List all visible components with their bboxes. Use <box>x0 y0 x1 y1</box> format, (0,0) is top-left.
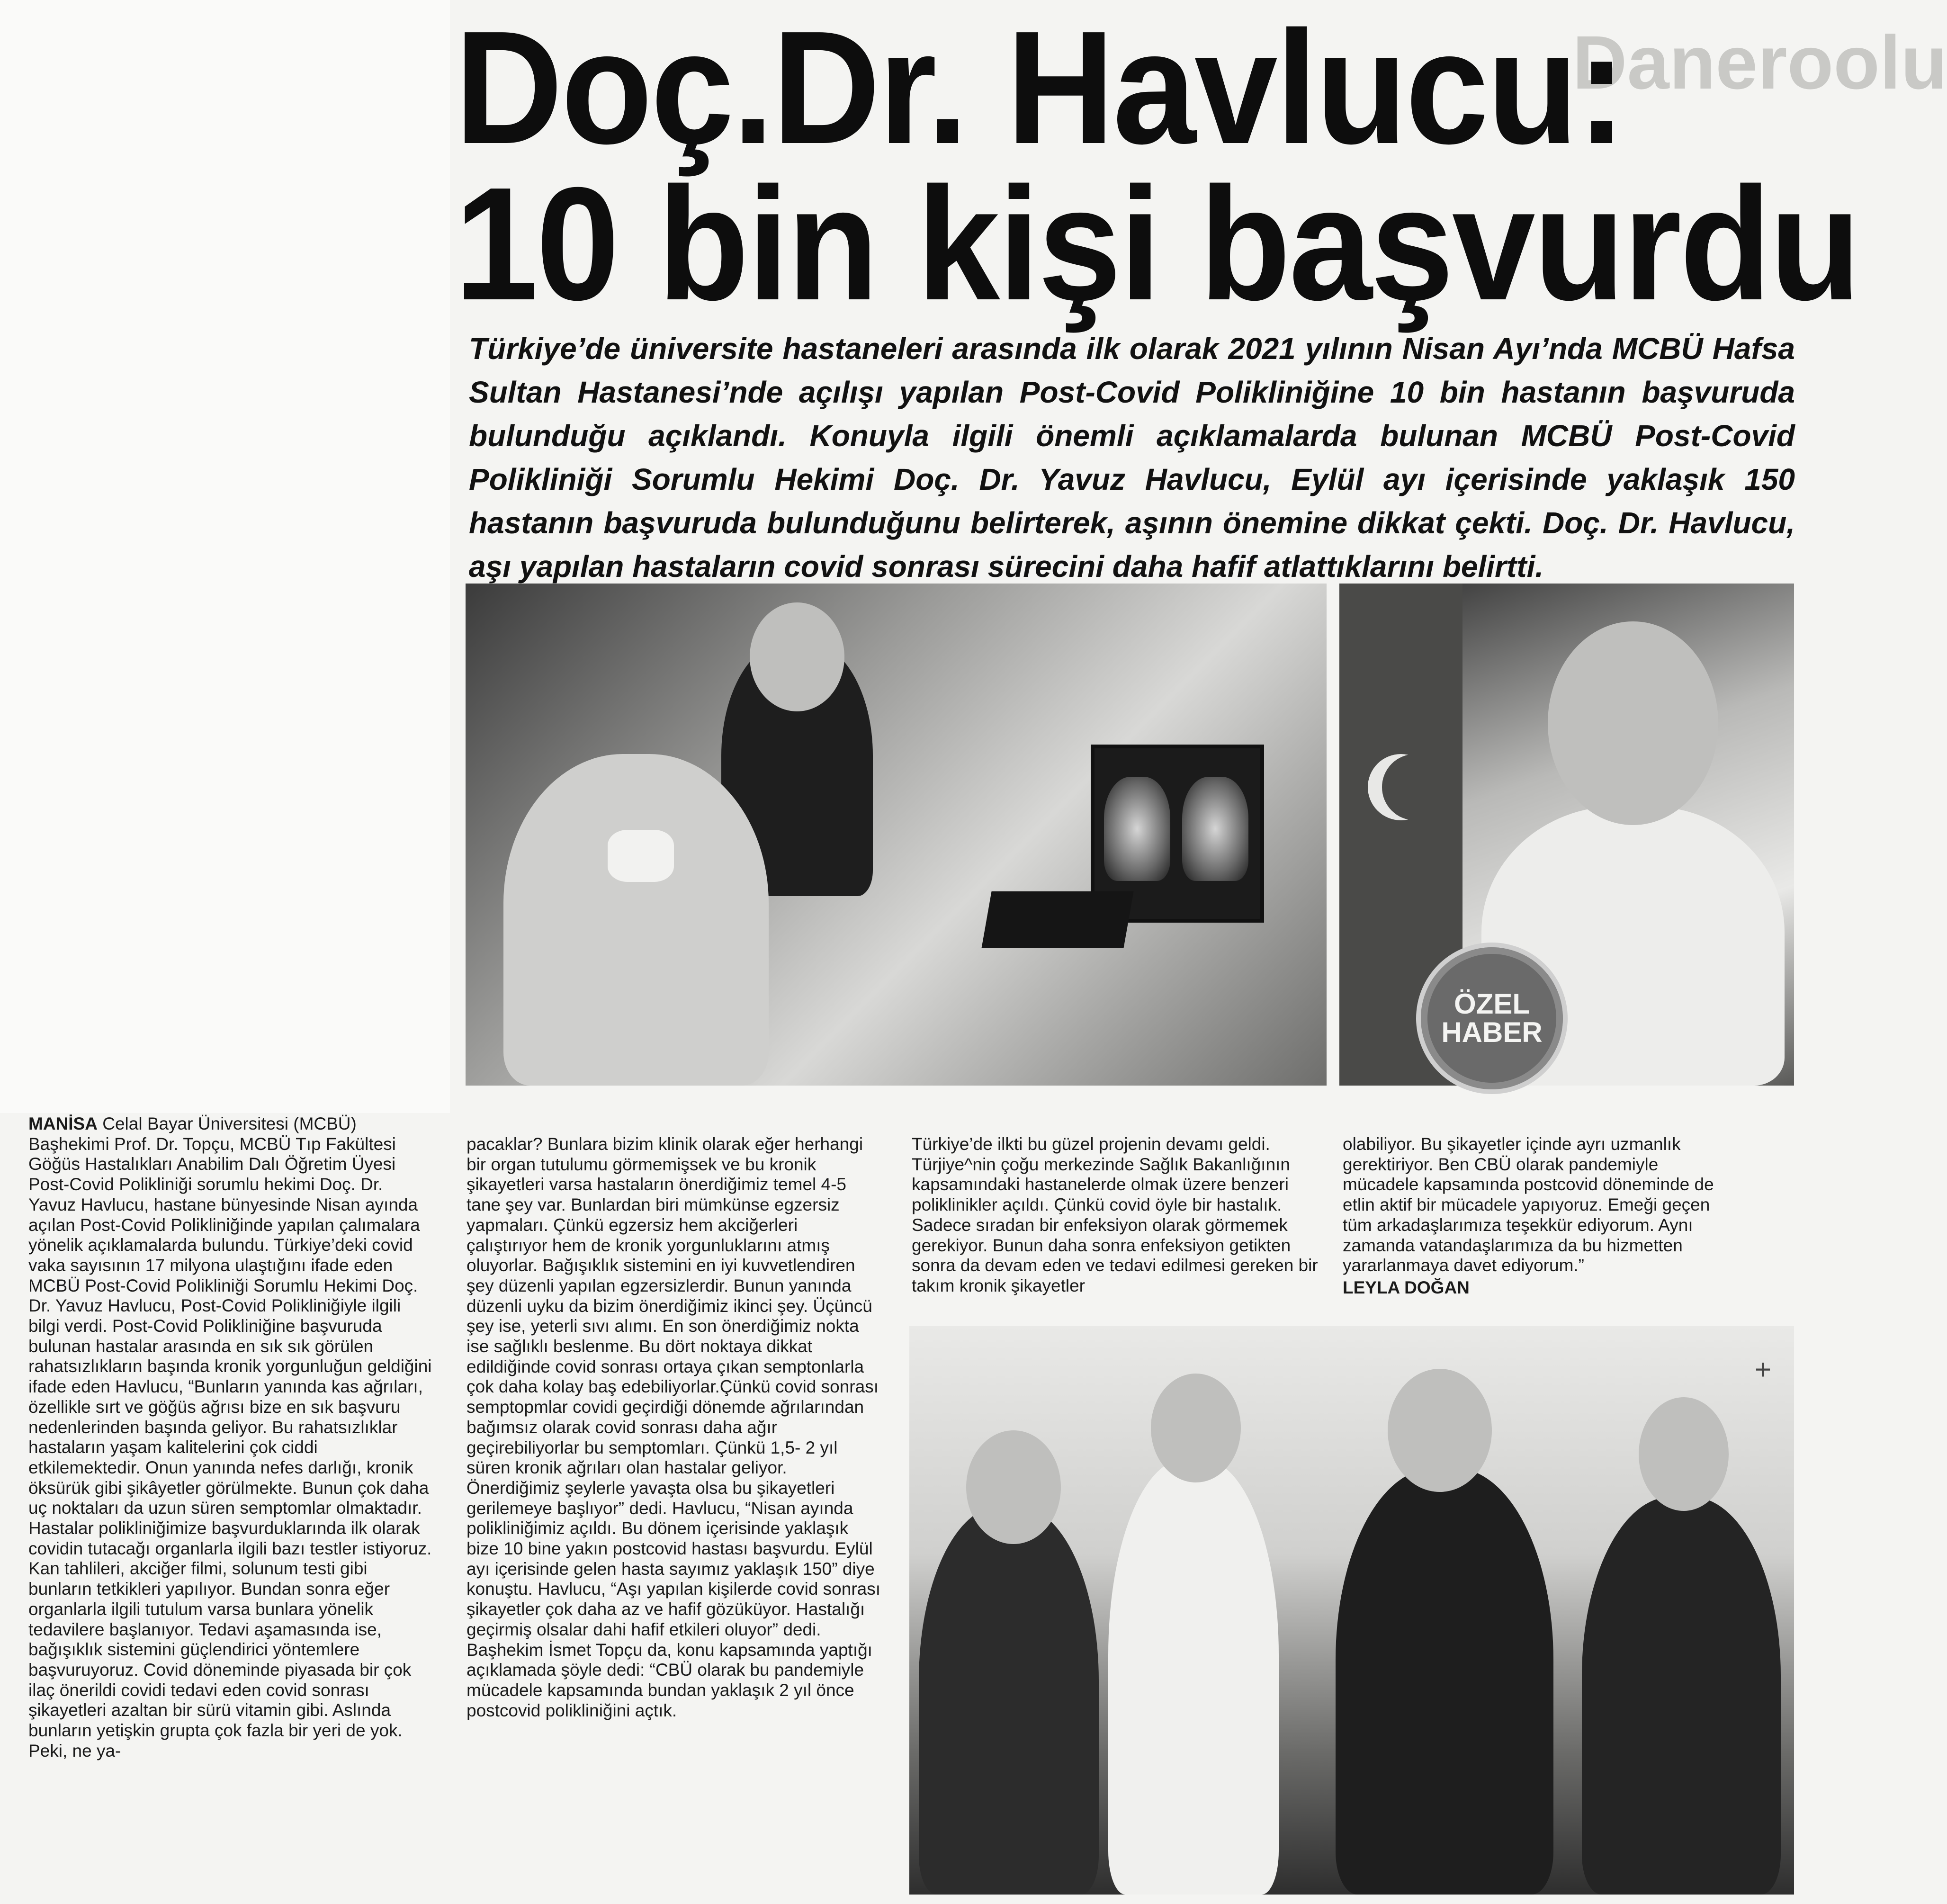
team-member-2 <box>1108 1459 1279 1895</box>
team-member-2-face <box>1151 1374 1241 1482</box>
flag-crescent <box>1368 754 1434 820</box>
column-1-text: Celal Bayar Üniversitesi (MCBÜ) Başhekimi Prof. Dr. Topçu, MCBÜ Tıp Fakültesi Göğüs Hastalıkları Anabilim Dalı Öğretim Üyesi Post-Covid Polikliniği sorumlu hekimi Doç. Dr. Yavuz Havlucu, hastane bünyesinde Nisan ayında açılan Post-Covid Polikliniğinde yapılan çalımalara yönelik açıklamalarda bulundu. Türkiye’deki covid vaka sayısının 17 milyona ulaştığını ifade eden MCBÜ Post-Covid Polikliniği Sorumlu Hekimi Doç. Dr. Yavuz Havlucu, Post-Covid Polikliniğiyle ilgili bilgi verdi. Post-Covid Polikliniğine başvuruda bulunan hastalar arasında en sık sık görülen rahatsızlıkların başında kronik yorgunluğun geldiğini ifade eden Havlucu, “Bunların yanında kas ağrıları, özellikle sırt ve göğüs ağrısı bize en sık başvuru nedenlerinden başında geliyor. Bu rahatsızlıklar hastaların yaşam kalitelerini çok ciddi etkilemektedir. Onun yanında nefes darlığı, kronik öksürük gibi şikâyetler görülmekte. Bunun çok daha uç noktaları da uzun süren semptomlar olmaktadır. Hastalar polikliniğimize başvurduklarında ilk olarak covidin tutacağı organlarla ilgili bazı testler istiyoruz. Kan tahlileri, akciğer filmi, solunum testi gibi bunların tetkikleri yapılıyor. Bundan sonra eğer organlarla ilgili tutulum varsa bunlara yönelik tedavilere başlanıyor. Tedavi aşamasında ise, bağışıklık sistemini güçlendirici yöntemlere başvuruyoruz. Covid döneminde piyasada bir çok ilaç önerildi covidi tedavi eden covid sonrası şikayetleri azaltan bir sürü vitamin gibi. Aslında bunların yetişkin grupta çok fazla bir yeri de yok. Peki, ne ya- <box>28 1114 432 1760</box>
byline: LEYLA DOĞAN <box>1343 1277 1470 1297</box>
left-blank-area <box>0 0 450 1113</box>
article-column-1 <box>28 1114 433 1761</box>
article-column-2 <box>467 1134 883 1721</box>
column-2-text: pacaklar? Bunlara bizim klinik olarak eğer herhangi bir organ tutulumu görmemişsek ve bu kronik şikayetleri varsa hastaların önerdiğimiz temel 4-5 tane şey var. Bunlardan biri mümkünse egzersiz yapmaları. Çünkü egzersiz hem akciğerleri çalıştırıyor hem de kronik yorgunluklarını atmış oluyorlar. Bağışıklık sistemini en iyi kuvvetlendiren şey düzenli yapılan egzersizlerdir. Bunun yanında düzenli uyku da bizim önerdiğimiz ikinci şey. Üçüncü şey ise, yeterli sıvı alımı. En son önerdiğimiz nokta ise sağlıklı beslenme. Bu dört noktaya dikkat edildiğinde covid sonrası ortaya çıkan semptonlarla çok daha kolay baş edebiliyorlar.Çünkü covid sonrası semptopmlar covidi geçirdiği dönemde ağrılarından bağımsız olarak covid sonrası daha ağır geçirebiliyorlar bu semptomları. Çünkü 1,5- 2 yıl süren kronik ağrıları olan hastalar geliyor. Önerdiğimiz şeylerle yavaşta olsa bu şikayetleri gerilemeye başlıyor” dedi. Havlucu, “Nisan ayında polikliniğimiz açıldı. Bu dönem içerisinde yaklaşık bize 10 bine yakın postcovid hastası başvurdu. Eylül ayı içerisinde gelen hasta sayımız yaklaşık 150” diye konuştu. Havlucu, “Aşı yapılan kişilerde covid sonrası şikayetler çok daha az ve hafif gözüküyor. Hastalığı geçirmiş olsalar dahi hafif etkileri oluyor” dedi. Başhekim İsmet Topçu da, konu kapsamında yaptığı açıklamada şöyle dedi: “CBÜ olarak bu pandemiyle mücadele kapsamında bundan yaklaşık 2 yıl önce postcovid polikliniğini açtık. <box>467 1134 881 1720</box>
doctor-face <box>750 602 844 711</box>
crop-mark: + <box>1755 1354 1772 1385</box>
team-member-4-face <box>1639 1397 1729 1511</box>
article-column-4 <box>1343 1134 1717 1298</box>
patient-figure <box>503 754 769 1086</box>
team-member-1 <box>919 1506 1099 1895</box>
lead-paragraph: Türkiye’de üniversite hastaneleri arasında ilk olarak 2021 yılının Nisan Ayı’nda MCBÜ Hafsa Sultan Hastanesi’nde açılışı yapılan Post-Covid Polikliniğine 10 bin hastanın başvuruda bulunduğu açıklandı. Konuyla ilgili önemli açıklamalarda bulunan MCBÜ Post-Covid Polikliniği Sorumlu Hekimi Doç. Dr. Yavuz Havlucu, Eylül ayı içerisinde yaklaşık 150 hastanın başvuruda bulunduğunu belirterek, aşının önemine dikkat çekti. Doç. Dr. Havlucu, aşı yapılan hastaların covid sonrası sürecini daha hafif atlattıklarını belirtti. <box>469 332 1795 584</box>
article-column-3 <box>912 1134 1324 1296</box>
team-member-3-face <box>1388 1369 1492 1492</box>
adjacent-article-ghost: Daneroolu <box>1572 20 1947 105</box>
column-3-text: Türkiye’de ilkti bu güzel projenin devamı geldi. Türjiye^nin çoğu merkezinde Sağlık Bakanlığının kapsamındaki hastanelerde olmak üzere benzeri poliklinikler açıldı. Çünkü covid öyle bir hastalık. Sadece sıradan bir enfeksiyon olarak görmemek gerekiyor. Bunun daha sonra enfeksiyon getikten sonra da devam eden ve tedavi edilmesi gereken bir takım kronik şikayetler <box>912 1134 1318 1295</box>
photo-medical-team <box>909 1326 1794 1895</box>
headline-line-2: 10 bin kişi başvurdu <box>455 154 1859 334</box>
headline-line-1: Doç.Dr. Havlucu: <box>455 0 1625 178</box>
keyboard <box>981 891 1133 948</box>
column-4-text: olabiliyor. Bu şikayetler içinde ayrı uzmanlık gerektiriyor. Ben CBÜ olarak pandemiyle mücadele kapsamında postcovid döneminde de etlin aktif bir mücadele yapıyoruz. Emeği geçen tüm arkadaşlarımıza teşekkür ediyorum. Aynı zamanda vatandaşlarımıza da bu hizmetten yararlanmaya davet ediyorum.” <box>1343 1134 1714 1275</box>
xray-image-left <box>1104 777 1170 881</box>
portrait-face <box>1548 621 1718 825</box>
team-member-1-face <box>966 1430 1061 1544</box>
xray-image-right <box>1182 777 1248 881</box>
team-member-3 <box>1336 1468 1553 1895</box>
patient-mask <box>608 830 674 882</box>
team-member-4 <box>1582 1497 1781 1895</box>
dateline: MANİSA <box>28 1114 98 1133</box>
ozel-haber-stamp: ÖZEL HABER <box>1416 943 1568 1094</box>
photo-doctor-with-patient <box>466 584 1327 1086</box>
